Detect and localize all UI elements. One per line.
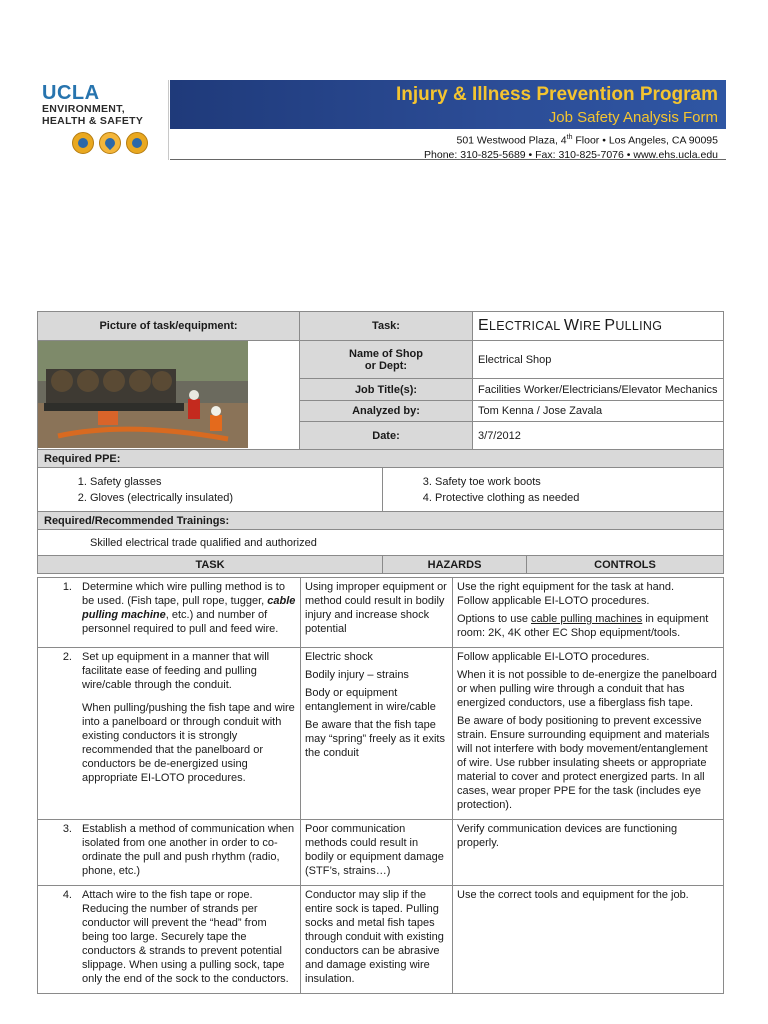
- ppe-heading: Required PPE:: [38, 450, 724, 468]
- logo-hazard-icons: [72, 132, 148, 154]
- analyzed-by-value: Tom Kenna / Jose Zavala: [473, 401, 724, 422]
- ppe-item: 2. Gloves (electrically insulated): [90, 490, 382, 506]
- shop-value: Electrical Shop: [473, 341, 724, 379]
- form-title: Job Safety Analysis Form: [548, 109, 718, 126]
- ppe-list-left: [38, 468, 383, 512]
- column-header-hazards: HAZARDS: [383, 556, 527, 574]
- table-row: [38, 886, 724, 994]
- contact-block: [170, 131, 718, 162]
- ppe-item: 1. Safety glasses: [90, 474, 382, 490]
- title-band: [170, 80, 726, 129]
- task-cell: 4. Attach wire to the fish tape or rope. Reducing the number of strands per conductor will prevent the “head” from being too large. Securely tape the conductors & strands to prevent potential slippage. When using a pulling sock, tape only the end of the sock to the conductors.: [38, 886, 301, 994]
- header-divider: [170, 159, 726, 160]
- table-row: [38, 820, 724, 886]
- controls-cell: Use the correct tools and equipment for the job.: [453, 886, 724, 994]
- analyzed-by-label: Analyzed by:: [300, 401, 473, 422]
- job-title-value: Facilities Worker/Electricians/Elevator Mechanics: [473, 379, 724, 401]
- ppe-list-right: [383, 468, 724, 512]
- logo-line-1: ENVIRONMENT,: [42, 103, 125, 115]
- column-header-controls: CONTROLS: [527, 556, 724, 574]
- ppe-item: 3. Safety toe work boots: [435, 474, 723, 490]
- fire-icon: [99, 132, 121, 154]
- controls-cell: Verify communication devices are functioning properly.: [453, 820, 724, 886]
- trainings-text: Skilled electrical trade qualified and authorized: [38, 530, 724, 556]
- picture-label: Picture of task/equipment:: [38, 312, 300, 341]
- job-title-label: Job Title(s):: [300, 379, 473, 401]
- trainings-heading: Required/Recommended Trainings:: [38, 512, 724, 530]
- address-line: 501 Westwood Plaza, 4th Floor • Los Angeles, CA 90095: [456, 134, 718, 147]
- hazard-cell: Electric shock Bodily injury – strains Body or equipment entanglement in wire/cable Be aware that the fish tape may “spring” freely as it exits the conduit: [301, 648, 453, 820]
- contact-line: Phone: 310-825-5689 • Fax: 310-825-7076 • www.ehs.ucla.edu: [424, 148, 718, 161]
- ppe-item: 4. Protective clothing as needed: [435, 490, 723, 506]
- task-cell: 1. Determine which wire pulling method is to be used. (Fish tape, pull rope, tugger, cable pulling machine, etc.) and number of personnel required to pull and feed wire.: [38, 578, 301, 648]
- logo-line-2: HEALTH & SAFETY: [42, 115, 144, 127]
- radiation-icon: [72, 132, 94, 154]
- task-hazard-control-table: [37, 577, 724, 994]
- hazard-cell: Conductor may slip if the entire sock is taped. Pulling socks and metal fish tapes through conduit with existing conductors can be abrasive and damage existing wire insulation.: [301, 886, 453, 994]
- wire-pulling-photo: [38, 341, 248, 448]
- date-label: Date:: [300, 422, 473, 450]
- biohazard-icon: [126, 132, 148, 154]
- hazard-cell: Using improper equipment or method could result in bodily injury and increase shock potential: [301, 578, 453, 648]
- hazard-cell: Poor communication methods could result in bodily or equipment damage (STF’s, strains…): [301, 820, 453, 886]
- task-title-text: ELECTRICAL WIRE PULLING: [478, 317, 663, 334]
- controls-cell: Use the right equipment for the task at hand. Follow applicable EI-LOTO procedures. Options to use cable pulling machines in equipment room: 2K, 4K other EC Shop equipment/tools.: [453, 578, 724, 648]
- table-row: [38, 648, 724, 820]
- ucla-ehs-logo: [38, 80, 169, 160]
- column-header-task: TASK: [38, 556, 383, 574]
- task-photo: [38, 341, 300, 450]
- task-label: Task:: [300, 312, 473, 341]
- logo-ucla-text: UCLA: [42, 82, 100, 104]
- task-cell: 2. Set up equipment in a manner that will facilitate ease of feeding and pulling wire/cable through the conduit. When pulling/pushing the fish tape and wire into a panelboard or through conduit with existing conductors it is strongly recommended that the panelboard or conductors be de-energized using appropriate EI-LOTO procedures.: [38, 648, 301, 820]
- letterhead: [38, 80, 726, 160]
- job-safety-analysis-table: [37, 311, 724, 574]
- task-cell: 3. Establish a method of communication when isolated from one another in order to co-ordinate the pull and push rhythm (radio, phone, etc.): [38, 820, 301, 886]
- date-value: 3/7/2012: [473, 422, 724, 450]
- program-title: Injury & Illness Prevention Program: [395, 84, 718, 105]
- controls-cell: Follow applicable EI-LOTO procedures. When it is not possible to de-energize the panelboard or when pulling wire through a conduit that has energized conductors, use a fiberglass fish tape. Be aware of body positioning to prevent excessive strain. Ensure surrounding equipment and materials will not interfere with body movement/entanglement of wire. Use rubber insulating sheets or appropriate material to cover and protect energized parts. In all cases, wear proper PPE for the task (includes eye protection).: [453, 648, 724, 820]
- table-row: [38, 578, 724, 648]
- shop-label: Name of Shop or Dept:: [300, 341, 473, 379]
- task-value: [473, 312, 724, 341]
